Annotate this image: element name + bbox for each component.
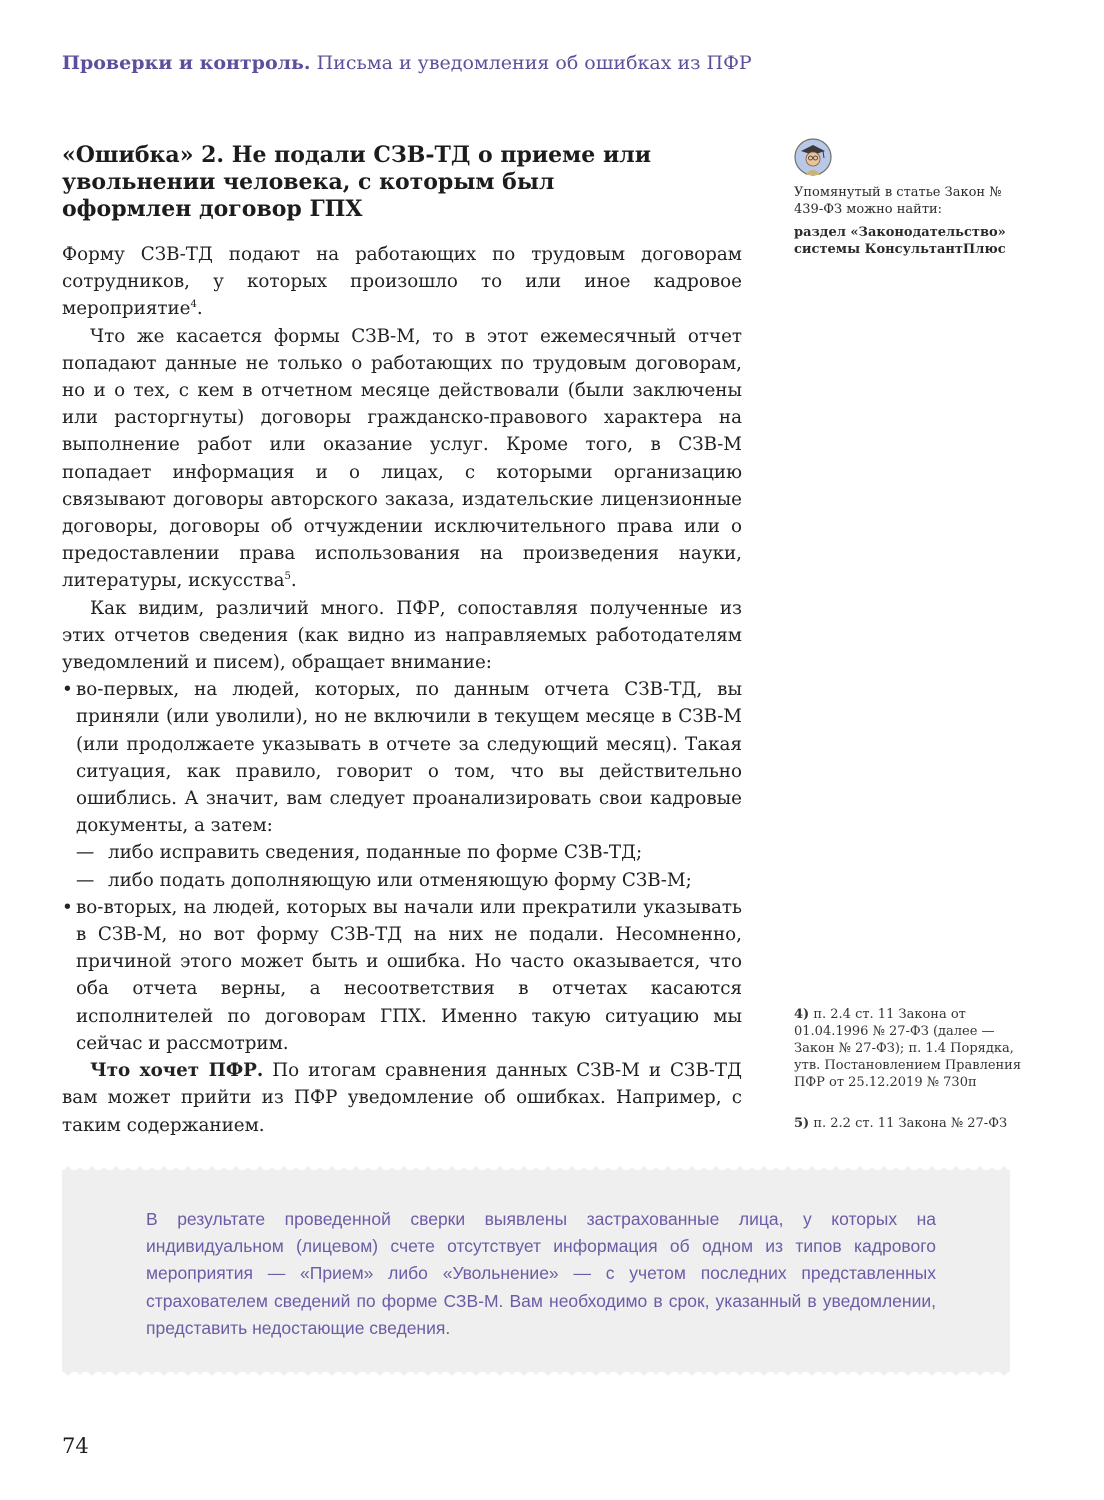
list-item-bullet-2: • во-вторых, на людей, которых вы начали или прекратили указывать в СЗВ-М, но вот форму СЗВ-ТД на них не подали. Несомненно, причиной этого может быть и ошибка. Но часто оказывается, что оба отчета верны, а несоответствия в отчетах касаются исполнителей по договорам ГПХ. Именно такую ситуацию мы сейчас и рассмотрим.: [62, 894, 742, 1057]
footnote-ref-5: 5: [284, 571, 291, 583]
section-title: Проверки и контроль.: [62, 52, 311, 74]
subsection-title: Письма и уведомления об ошибках из ПФР: [316, 52, 752, 74]
running-head: [62, 52, 1062, 74]
paragraph-3: Как видим, различий много. ПФР, сопоставляя полученные из этих отчетов сведения (как видно из направляемых работодателям уведомлений и писем), обращает внимание:: [62, 597, 742, 674]
torn-edge-bottom: [62, 1370, 1010, 1378]
paragraph-lead: Что хочет ПФР.: [90, 1060, 264, 1082]
sidebar-note: Упомянутый в статье Закон № 439-ФЗ можно найти:: [794, 185, 1002, 217]
list-item-dash-1: — либо исправить сведения, поданные по форме СЗВ-ТД;: [62, 839, 742, 866]
dash-marker: —: [76, 842, 95, 864]
bullet-marker: •: [62, 679, 73, 701]
dash-marker: —: [76, 869, 95, 891]
list-item-dash-2: — либо подать дополняющую или отменяющую форму СЗВ-М;: [62, 867, 742, 894]
paragraph-1: Форму СЗВ-ТД подают на работающих по трудовым договорам сотрудников, у которых произошло то или иное кадровое мероприятие$^4$.: [62, 244, 742, 320]
page-number: 74: [62, 1434, 89, 1458]
article-title: «Ошибка» 2. Не подали СЗВ-ТД о приеме или увольнении человека, с которым был оформлен договор ГПХ: [62, 142, 652, 222]
paragraph-2: Что же касается формы СЗВ-М, то в этот ежемесячный отчет попадают данные не только о работающих по трудовым договорам, но и о тех, с кем в отчетном месяце действовали (были заключены или расторгнуты) договоры гражданско-правового характера на выполнение работ или оказание услуг. Кроме того, в СЗВ-М попадает информация и о лицах, с которыми организацию связывают договоры авторского заказа, издательские лицензионные договоры, договоры об отчуждении исключительного права или о предоставлении права использования на произведения науки, литературы, искусства$^5$.: [62, 325, 742, 592]
expert-avatar-icon: [794, 138, 832, 176]
footnote-5: 5) п. 2.2 ст. 11 Закона № 27-ФЗ: [794, 1116, 1008, 1131]
notification-text: В результате проведенной сверки выявлены застрахованные лица, у которых на индивидуальном (лицевом) счете отсутствует информация об одном из типов кадрового мероприятия — «Прием» либо «Увольнение» — с учетом последних представленных страхователем сведений по форме СЗВ-М. Вам необходимо в срок, указанный в уведомлении, представить недостающие сведения.: [146, 1209, 936, 1338]
notification-quote-box: [62, 1170, 1010, 1372]
torn-edge-top: [62, 1164, 1010, 1172]
footnote-ref-4: 4: [190, 299, 197, 311]
sidebar-source: раздел «Законодательство» системы КонсультантПлюс: [794, 225, 1006, 257]
bullet-marker: •: [62, 896, 73, 918]
list-item-bullet-1: • во-первых, на людей, которых, по данным отчета СЗВ-ТД, вы приняли (или уволили), но не включили в текущем месяце в СЗВ-М (или продолжаете указывать в отчете за следующий месяц). Такая ситуация, как правило, говорит о том, что вы действительно ошиблись. А значит, вам следует проанализировать свои кадровые документы, а затем:: [62, 676, 742, 839]
footnote-4: 4) п. 2.4 ст. 11 Закона от 01.04.1996 № 27-ФЗ (далее — Закон № 27-ФЗ); п. 1.4 Порядка, утв. Постановлением Правления ПФР от 25.12.2019 № 730п: [794, 1007, 1022, 1090]
paragraph-4: Что хочет ПФР. По итогам сравнения данных СЗВ-М и СЗВ-ТД вам может прийти из ПФР уведомление об ошибках. Например, с таким содержанием.: [62, 1060, 742, 1136]
article-body: [62, 241, 742, 1139]
